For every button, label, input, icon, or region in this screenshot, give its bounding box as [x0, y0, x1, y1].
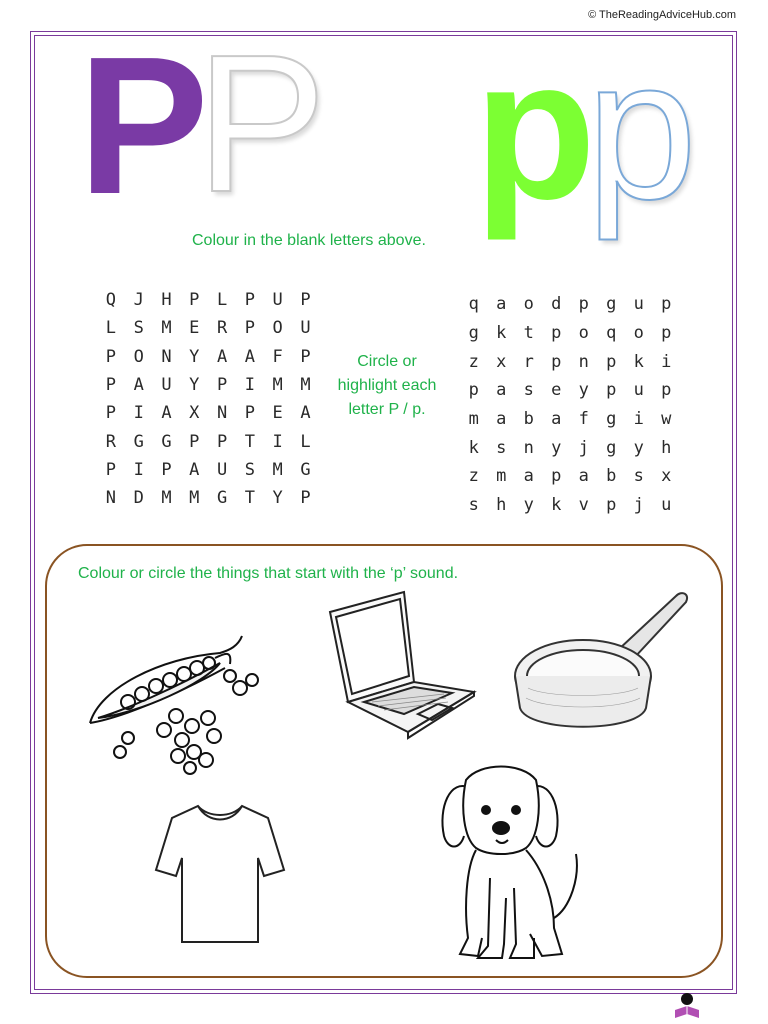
laptop-icon[interactable]	[322, 590, 478, 740]
letter-cell[interactable]: P	[244, 290, 255, 311]
lowercase-grid-row	[460, 462, 680, 491]
letter-cell[interactable]: g	[606, 409, 617, 430]
uppercase-grid-row	[97, 456, 319, 484]
letter-cell[interactable]: n	[578, 351, 589, 372]
letter-cell[interactable]: i	[661, 351, 672, 372]
letter-cell[interactable]: A	[133, 375, 144, 396]
letter-cell[interactable]: g	[468, 323, 479, 344]
letter-cell[interactable]: E	[189, 318, 200, 339]
letter-cell[interactable]: A	[244, 346, 255, 367]
puppy-icon[interactable]	[430, 758, 600, 968]
lowercase-grid-row	[460, 290, 680, 319]
letter-cell[interactable]: s	[633, 466, 644, 487]
letter-cell[interactable]: I	[133, 459, 144, 480]
letter-cell[interactable]: Q	[105, 290, 117, 311]
letter-cell[interactable]: w	[661, 409, 672, 430]
letter-cell[interactable]: P	[300, 488, 311, 509]
uppercase-grid-row	[97, 286, 319, 314]
colour-letters-instruction: Colour in the blank letters above.	[192, 232, 426, 249]
letter-cell[interactable]: a	[496, 409, 507, 430]
letter-cell[interactable]: O	[272, 318, 283, 339]
letter-cell[interactable]: L	[105, 318, 117, 339]
letter-cell[interactable]: p	[551, 351, 562, 372]
letter-cell[interactable]: L	[216, 290, 228, 311]
letter-cell[interactable]: P	[216, 431, 228, 452]
letter-cell[interactable]: R	[216, 318, 228, 339]
uppercase-grid-row	[97, 399, 319, 427]
letter-cell[interactable]: Y	[189, 375, 200, 396]
letter-cell[interactable]: k	[468, 437, 479, 458]
letter-cell[interactable]: m	[496, 466, 507, 487]
letter-cell[interactable]: H	[161, 290, 172, 311]
letter-cell[interactable]: z	[468, 351, 479, 372]
letter-cell[interactable]: U	[272, 290, 283, 311]
letter-cell[interactable]: j	[633, 495, 644, 516]
lowercase-grid-row	[460, 405, 680, 434]
uppercase-letter-grid	[97, 286, 319, 512]
letter-cell[interactable]: A	[189, 459, 200, 480]
circle-instruction-line: highlight each	[337, 377, 437, 394]
letter-cell[interactable]: I	[272, 431, 283, 452]
letter-cell[interactable]: P	[189, 290, 200, 311]
lowercase-p-blank[interactable]: p	[586, 18, 698, 241]
letter-cell[interactable]: v	[578, 495, 589, 516]
letter-cell[interactable]: J	[133, 290, 144, 311]
uppercase-p-blank[interactable]: P	[196, 14, 327, 233]
letter-cell[interactable]: P	[105, 375, 117, 396]
letter-cell[interactable]: o	[578, 323, 589, 344]
letter-cell[interactable]: S	[244, 459, 255, 480]
letter-cell[interactable]: M	[272, 459, 283, 480]
letter-cell[interactable]: q	[606, 323, 617, 344]
copyright-notice: © TheReadingAdviceHub.com	[588, 9, 736, 21]
letter-cell[interactable]: P	[161, 459, 172, 480]
letter-cell[interactable]: e	[551, 380, 562, 401]
letter-cell[interactable]: I	[244, 375, 255, 396]
letter-cell[interactable]: S	[133, 318, 144, 339]
lowercase-p-colored: p	[474, 18, 597, 241]
letter-cell[interactable]: O	[133, 346, 144, 367]
letter-cell[interactable]: g	[606, 294, 617, 315]
letter-cell[interactable]: F	[272, 346, 283, 367]
letter-cell[interactable]: T	[244, 431, 255, 452]
letter-cell[interactable]: G	[300, 459, 311, 480]
uppercase-p-colored: P	[78, 16, 209, 235]
lowercase-grid-row	[460, 376, 680, 405]
letter-cell[interactable]: a	[578, 466, 589, 487]
letter-cell[interactable]: b	[523, 409, 534, 430]
letter-cell[interactable]: i	[633, 409, 644, 430]
letter-cell[interactable]: k	[551, 495, 562, 516]
letter-cell[interactable]: s	[468, 495, 479, 516]
letter-cell[interactable]: u	[633, 380, 644, 401]
colour-things-instruction: Colour or circle the things that start with the ‘p’ sound.	[78, 565, 459, 582]
letter-cell[interactable]: X	[189, 403, 200, 424]
letter-cell[interactable]: U	[216, 459, 228, 480]
letter-cell[interactable]: g	[606, 437, 617, 458]
letter-cell[interactable]: U	[300, 318, 311, 339]
letter-cell[interactable]: r	[523, 351, 534, 372]
letter-cell[interactable]: a	[523, 466, 534, 487]
letter-cell[interactable]: a	[496, 380, 507, 401]
lowercase-grid-row	[460, 319, 680, 348]
pan-icon[interactable]	[508, 588, 708, 738]
letter-cell[interactable]: b	[606, 466, 617, 487]
letter-cell[interactable]: P	[216, 375, 228, 396]
lowercase-letter-grid	[460, 290, 680, 520]
letter-cell[interactable]: M	[161, 488, 172, 509]
letter-cell[interactable]: s	[523, 380, 534, 401]
letter-cell[interactable]: p	[606, 495, 617, 516]
letter-cell[interactable]: P	[105, 346, 117, 367]
letter-cell[interactable]: p	[551, 323, 562, 344]
letter-cell[interactable]: p	[661, 323, 672, 344]
letter-cell[interactable]: P	[105, 403, 117, 424]
letter-cell[interactable]: G	[133, 431, 144, 452]
letter-cell[interactable]: P	[244, 403, 255, 424]
letter-cell[interactable]: p	[661, 380, 672, 401]
letter-cell[interactable]: A	[161, 403, 172, 424]
letter-cell[interactable]: A	[216, 346, 228, 367]
letter-cell[interactable]: M	[189, 488, 200, 509]
letter-cell[interactable]: P	[105, 459, 117, 480]
letter-cell[interactable]: y	[633, 437, 644, 458]
letter-cell[interactable]: N	[216, 403, 228, 424]
letter-cell[interactable]: k	[496, 323, 507, 344]
letter-cell[interactable]: Y	[189, 346, 200, 367]
letter-cell[interactable]: L	[300, 431, 311, 452]
lowercase-grid-row	[460, 347, 680, 376]
letter-cell[interactable]: M	[272, 375, 283, 396]
letter-cell[interactable]: U	[161, 375, 172, 396]
tshirt-icon[interactable]	[152, 800, 288, 948]
letter-cell[interactable]: s	[496, 437, 507, 458]
letter-cell[interactable]: j	[578, 437, 589, 458]
letter-cell[interactable]: P	[300, 290, 311, 311]
letter-cell[interactable]: y	[578, 380, 589, 401]
letter-cell[interactable]: u	[661, 495, 672, 516]
letter-cell[interactable]: P	[300, 346, 311, 367]
uppercase-grid-row	[97, 427, 319, 455]
letter-cell[interactable]: m	[468, 409, 479, 430]
letter-cell[interactable]: a	[551, 409, 562, 430]
letter-cell[interactable]: p	[468, 380, 479, 401]
letter-cell[interactable]: n	[523, 437, 534, 458]
letter-cell[interactable]: o	[523, 294, 534, 315]
letter-cell[interactable]: y	[523, 495, 534, 516]
uppercase-grid-row	[97, 343, 319, 371]
letter-cell[interactable]: G	[216, 488, 228, 509]
letter-cell[interactable]: p	[578, 294, 589, 315]
letter-cell[interactable]: a	[496, 294, 507, 315]
letter-cell[interactable]: d	[551, 294, 562, 315]
letter-cell[interactable]: x	[496, 351, 507, 372]
letter-cell[interactable]: x	[661, 466, 672, 487]
letter-cell[interactable]: I	[133, 403, 144, 424]
letter-cell[interactable]: q	[468, 294, 479, 315]
circle-instruction-line: Circle or	[357, 353, 417, 370]
letter-cell[interactable]: N	[105, 488, 117, 509]
letter-cell[interactable]: y	[551, 437, 562, 458]
letter-cell[interactable]: A	[300, 403, 311, 424]
letter-cell[interactable]: E	[272, 403, 283, 424]
lowercase-grid-row	[460, 491, 680, 520]
letter-cell[interactable]: P	[189, 431, 200, 452]
letter-cell[interactable]: h	[496, 495, 507, 516]
letter-cell[interactable]: h	[661, 437, 672, 458]
letter-cell[interactable]: G	[161, 431, 172, 452]
uppercase-grid-row	[97, 314, 319, 342]
letter-cell[interactable]: P	[244, 318, 255, 339]
letter-cell[interactable]: k	[633, 351, 644, 372]
peas-icon[interactable]	[80, 628, 270, 778]
letter-cell[interactable]: t	[523, 323, 534, 344]
letter-cell[interactable]: u	[633, 294, 644, 315]
uppercase-grid-row	[97, 484, 319, 512]
letter-cell[interactable]: Y	[272, 488, 283, 509]
circle-instruction	[324, 350, 450, 422]
letter-cell[interactable]: D	[133, 488, 144, 509]
lowercase-grid-row	[460, 433, 680, 462]
letter-cell[interactable]: R	[105, 431, 117, 452]
letter-cell[interactable]: N	[161, 346, 172, 367]
reading-advice-hub-logo	[672, 990, 702, 1020]
letter-cell[interactable]: p	[606, 380, 617, 401]
letter-cell[interactable]: p	[606, 351, 617, 372]
circle-instruction-line: letter P / p.	[348, 401, 426, 418]
letter-cell[interactable]: p	[661, 294, 672, 315]
letter-cell[interactable]: f	[578, 409, 589, 430]
letter-cell[interactable]: p	[551, 466, 562, 487]
letter-cell[interactable]: z	[468, 466, 479, 487]
letter-cell[interactable]: M	[300, 375, 311, 396]
letter-cell[interactable]: M	[161, 318, 172, 339]
letter-cell[interactable]: T	[244, 488, 255, 509]
letter-cell[interactable]: o	[633, 323, 644, 344]
uppercase-grid-row	[97, 371, 319, 399]
